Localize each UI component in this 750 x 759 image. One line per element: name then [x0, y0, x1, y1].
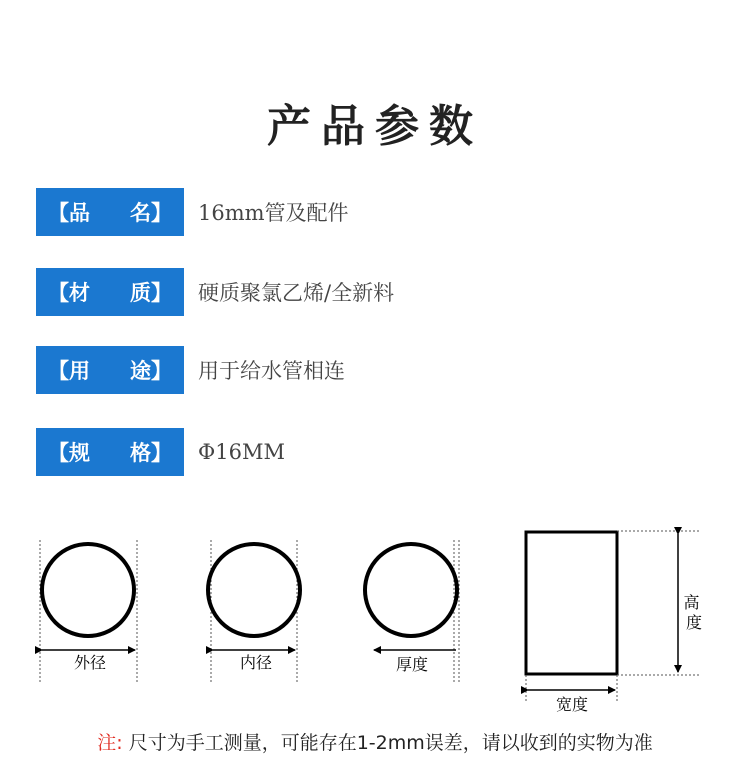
param-label-right: 质】 [130, 281, 172, 305]
dimension-diagram [0, 520, 750, 720]
width-label: 宽度 [555, 695, 589, 714]
param-value: 16mm管及配件 [198, 201, 349, 225]
measurement-note [0, 728, 750, 755]
param-label [36, 268, 184, 316]
param-value: 用于给水管相连 [198, 359, 345, 383]
param-row-material [36, 268, 394, 316]
pipe-circle [208, 544, 300, 636]
param-label [36, 346, 184, 394]
pipe-circle [365, 544, 457, 636]
param-label [36, 428, 184, 476]
inner-diameter-label: 内径 [239, 653, 273, 672]
param-value: Φ16MM [198, 440, 285, 464]
param-label-left: 【规 [48, 441, 90, 465]
param-label-left: 【用 [48, 359, 90, 383]
param-label [36, 188, 184, 236]
param-label-left: 【材 [48, 281, 90, 305]
pipe-circle [42, 544, 134, 636]
outer-diameter-diagram [40, 540, 137, 683]
pipe-side-rect [526, 532, 617, 674]
inner-diameter-diagram [208, 540, 300, 683]
param-label-right: 名】 [130, 201, 172, 225]
param-label-left: 【品 [48, 201, 90, 225]
note-text: 尺寸为手工测量，可能存在1-2mm误差，请以收到的实物为准 [128, 732, 653, 754]
param-row-spec [36, 428, 285, 476]
height-label: 高 度 [683, 593, 703, 632]
param-label-right: 途】 [130, 359, 172, 383]
outer-diameter-label: 外径 [73, 653, 107, 672]
thickness-diagram [365, 540, 459, 683]
page-title: 产品参数 [267, 101, 483, 152]
note-prefix: 注: [97, 732, 123, 754]
param-row-usage [36, 346, 345, 394]
thickness-label: 厚度 [395, 655, 429, 674]
param-row-name [36, 188, 349, 236]
param-value: 硬质聚氯乙烯/全新料 [198, 281, 395, 305]
length-diagram [526, 531, 705, 714]
param-label-right: 格】 [130, 441, 172, 465]
